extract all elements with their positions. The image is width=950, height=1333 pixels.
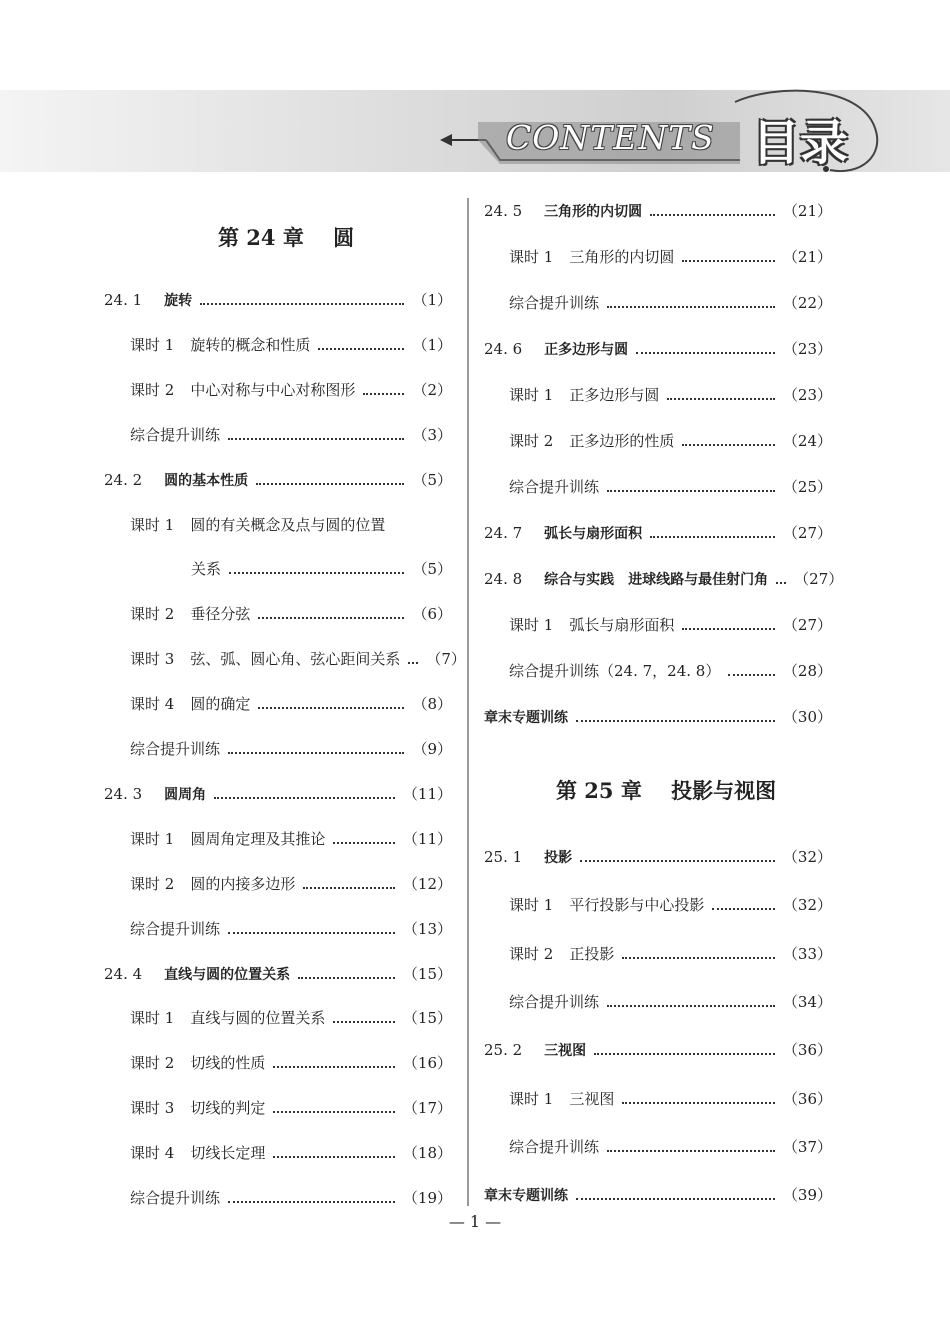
toc-entry-page: （18）	[402, 1144, 452, 1163]
toc-entry-number: 24. 5	[484, 202, 523, 220]
toc-dot-leader	[200, 302, 404, 305]
toc-entry[interactable]	[130, 1142, 452, 1166]
toc-dot-leader	[682, 443, 775, 446]
toc-entry-number: 课时 2	[509, 944, 554, 963]
toc-dot-leader	[622, 956, 775, 959]
toc-entry-page: （16）	[402, 1054, 452, 1073]
toc-entry-page: （8）	[412, 695, 452, 714]
toc-entry[interactable]	[130, 738, 452, 762]
toc-entry-title: 圆的有关概念及点与圆的位置	[190, 515, 386, 534]
page-number: — 1 —	[448, 1212, 502, 1231]
toc-entry-page: （33）	[782, 944, 832, 963]
toc-dot-leader	[408, 661, 418, 664]
toc-entry-title: 综合提升训练	[509, 992, 600, 1011]
toc-entry-title: 关系	[191, 560, 222, 579]
toc-entry[interactable]	[104, 783, 452, 807]
toc-entry-page: （32）	[782, 896, 832, 915]
toc-entry-page: （1）	[412, 335, 452, 354]
toc-dot-leader	[228, 1200, 395, 1203]
toc-entry-title: 综合提升训练	[130, 1189, 221, 1207]
toc-entry-title: 圆周角	[164, 786, 207, 803]
toc-dot-leader	[622, 1101, 775, 1104]
toc-entry-page: （11）	[402, 829, 452, 848]
toc-entry-number: 课时 1	[130, 335, 175, 354]
toc-dot-leader	[256, 482, 404, 485]
toc-entry-title: 弧长与扇形面积	[544, 526, 643, 542]
toc-entry[interactable]	[130, 1187, 452, 1211]
toc-entry-page: （34）	[782, 992, 832, 1011]
toc-entry[interactable]	[509, 246, 832, 270]
toc-entry-number: 课时 2	[130, 605, 175, 624]
toc-dot-leader	[667, 397, 775, 400]
toc-entry-page: （37）	[782, 1137, 832, 1156]
toc-entry-title: 正多边形与圆	[544, 342, 629, 358]
toc-entry-page: （21）	[782, 248, 832, 266]
toc-dot-leader	[712, 907, 775, 910]
toc-entry-page: （22）	[782, 294, 832, 312]
toc-entry-title: 综合提升训练（24. 7，24. 8）	[509, 662, 721, 680]
toc-entry-page: （27）	[794, 570, 844, 588]
toc-entry[interactable]	[509, 384, 832, 408]
toc-dot-leader	[607, 1149, 775, 1152]
toc-entry-title: 三角形的内切圆	[569, 248, 675, 266]
toc-entry-number: 25. 2	[484, 1041, 523, 1060]
toc-entry-number: 课时 4	[130, 695, 175, 714]
toc-entry-title: 切线长定理	[190, 1144, 266, 1163]
toc-dot-leader	[576, 1197, 775, 1200]
toc-entry-title: 切线的判定	[190, 1099, 266, 1118]
toc-dot-leader	[682, 259, 775, 262]
toc-entry-page: （3）	[412, 425, 452, 444]
toc-entry-title: 综合提升训练	[509, 478, 600, 496]
toc-dot-leader	[214, 796, 395, 799]
toc-dot-leader	[594, 1052, 775, 1055]
toc-entry[interactable]	[484, 1184, 832, 1208]
toc-entry[interactable]	[509, 292, 832, 316]
toc-dot-leader	[298, 976, 395, 979]
toc-dot-leader	[333, 841, 395, 844]
toc-entry-number: 24. 6	[484, 340, 523, 358]
toc-entry-number: 24. 7	[484, 524, 523, 542]
toc-entry-title: 直线与圆的位置关系	[190, 1009, 326, 1028]
toc-entry[interactable]	[130, 918, 452, 942]
toc-entry[interactable]	[130, 828, 452, 852]
toc-entry-title: 综合与实践 进球线路与最佳射门角	[544, 572, 769, 588]
toc-entry-page: （13）	[402, 919, 452, 938]
toc-entry-number: 课时 1	[130, 515, 175, 534]
toc-entry-page: （23）	[782, 386, 832, 404]
toc-entry-page: （21）	[782, 202, 832, 220]
toc-entry[interactable]	[484, 200, 832, 224]
toc-entry[interactable]	[484, 706, 832, 730]
toc-dot-leader	[333, 1020, 395, 1023]
toc-entry-title: 三视图	[544, 1043, 587, 1060]
toc-entry-title: 投影	[544, 850, 573, 866]
toc-entry-title: 平行投影与中心投影	[569, 896, 705, 915]
toc-entry[interactable]	[130, 873, 452, 897]
toc-entry-title: 正多边形与圆	[569, 386, 660, 404]
toc-dot-leader	[650, 213, 775, 216]
toc-entry-title: 正多边形的性质	[569, 432, 675, 450]
toc-entry-title: 弧长与扇形面积	[569, 616, 675, 634]
toc-dot-leader	[363, 392, 404, 395]
toc-entry[interactable]	[104, 469, 452, 493]
toc-entry[interactable]	[104, 963, 452, 987]
toc-entry-number: 24. 1	[104, 291, 143, 309]
toc-dot-leader	[258, 706, 404, 709]
mulu-heading: 目录	[752, 115, 849, 171]
toc-dot-leader	[650, 535, 775, 538]
toc-entry[interactable]	[130, 603, 452, 627]
toc-entry-number: 课时 2	[130, 380, 175, 399]
toc-entry-number: 24. 4	[104, 964, 143, 983]
toc-dot-leader	[273, 1065, 395, 1068]
toc-entry-page: （11）	[402, 784, 452, 803]
toc-entry[interactable]	[130, 424, 452, 448]
toc-entry-page: （15）	[402, 964, 452, 983]
toc-entry-title: 综合提升训练	[509, 1137, 600, 1156]
toc-entry[interactable]	[509, 1136, 832, 1160]
toc-entry-number: 24. 8	[484, 570, 523, 588]
toc-entry-page: （5）	[412, 470, 452, 489]
toc-entry[interactable]	[509, 1088, 832, 1112]
toc-dot-leader	[273, 1155, 395, 1158]
toc-dot-leader	[273, 1110, 395, 1113]
toc-entry[interactable]	[484, 522, 832, 546]
toc-entry-page: （27）	[782, 524, 832, 542]
toc-entry-page: （2）	[412, 380, 452, 399]
toc-entry-title: 圆的内接多边形	[190, 874, 296, 893]
toc-entry[interactable]	[104, 289, 452, 313]
toc-entry-page: （30）	[782, 708, 832, 726]
contents-heading: CONTENTS	[506, 118, 715, 157]
toc-entry-title: 切线的性质	[190, 1054, 266, 1073]
toc-entry-number: 课时 1	[130, 829, 175, 848]
toc-entry-page: （24）	[782, 432, 832, 450]
toc-entry-number: 课时 4	[130, 1144, 175, 1163]
toc-entry-number: 课时 2	[130, 1054, 175, 1073]
toc-entry[interactable]	[130, 1052, 452, 1076]
toc-entry-title: 圆的基本性质	[164, 472, 249, 489]
toc-entry[interactable]	[509, 476, 832, 500]
toc-entry-number: 课时 1	[509, 386, 554, 404]
toc-entry-title: 章末专题训练	[484, 710, 568, 726]
toc-entry[interactable]	[130, 693, 452, 717]
toc-dot-leader	[318, 347, 404, 350]
toc-entry[interactable]	[130, 379, 452, 403]
toc-entry-page: （15）	[402, 1009, 452, 1028]
toc-entry-number: 24. 3	[104, 784, 143, 803]
toc-entry-number: 课时 1	[509, 1089, 554, 1108]
toc-entry[interactable]	[130, 648, 466, 672]
toc-entry[interactable]	[509, 943, 832, 967]
toc-entry[interactable]	[191, 558, 452, 582]
toc-entry[interactable]	[484, 338, 832, 362]
toc-entry-page: （28）	[782, 662, 832, 680]
toc-entry[interactable]	[509, 894, 832, 918]
toc-entry[interactable]	[484, 1039, 832, 1063]
toc-entry-page: （5）	[412, 560, 452, 579]
toc-entry-number: 课时 1	[509, 896, 554, 915]
toc-dot-leader	[258, 616, 404, 619]
toc-entry-page: （32）	[782, 848, 832, 866]
toc-dot-leader	[636, 351, 775, 354]
toc-entry-page: （27）	[782, 616, 832, 634]
column-divider	[467, 198, 469, 1206]
toc-entry-number: 课时 2	[509, 432, 554, 450]
toc-entry-title: 垂径分弦	[190, 605, 251, 624]
toc-entry[interactable]	[509, 614, 832, 638]
toc-entry[interactable]	[130, 1097, 452, 1121]
toc-entry-page: （7）	[426, 650, 466, 669]
toc-dot-leader	[228, 931, 395, 934]
toc-entry[interactable]	[509, 660, 832, 684]
toc-entry-page: （36）	[782, 1089, 832, 1108]
toc-entry-page: （9）	[412, 740, 452, 758]
toc-entry-page: （12）	[402, 874, 452, 893]
toc-entry-number: 课时 2	[130, 874, 175, 893]
toc-entry-page: （19）	[402, 1189, 452, 1207]
toc-entry-title: 三角形的内切圆	[544, 204, 643, 220]
toc-dot-leader	[228, 437, 404, 440]
toc-entry-title: 综合提升训练	[130, 740, 221, 758]
toc-entry-title: 圆周角定理及其推论	[190, 829, 326, 848]
toc-dot-leader	[576, 719, 775, 722]
toc-entry[interactable]	[130, 514, 452, 538]
toc-entry[interactable]	[130, 1007, 452, 1031]
toc-dot-leader	[776, 581, 786, 584]
toc-entry[interactable]	[484, 568, 844, 592]
toc-dot-leader	[607, 489, 775, 492]
chapter-24-title: 第 24 章 圆	[218, 225, 355, 250]
toc-entry-page: （39）	[782, 1186, 832, 1205]
toc-entry-title: 正投影	[569, 944, 615, 963]
toc-entry-page: （23）	[782, 340, 832, 358]
toc-entry-title: 旋转的概念和性质	[190, 335, 311, 354]
toc-entry[interactable]	[484, 846, 832, 870]
toc-entry[interactable]	[130, 334, 452, 358]
toc-entry-title: 弦、弧、圆心角、弦心距间关系	[190, 650, 401, 669]
toc-entry-title: 旋转	[164, 293, 193, 309]
toc-entry-title: 综合提升训练	[130, 425, 221, 444]
toc-entry[interactable]	[509, 430, 832, 454]
toc-dot-leader	[728, 673, 775, 676]
toc-entry-page: （25）	[782, 478, 832, 496]
toc-dot-leader	[607, 1004, 775, 1007]
toc-entry-number: 25. 1	[484, 848, 523, 866]
toc-dot-leader	[580, 859, 775, 862]
toc-dot-leader	[228, 751, 404, 754]
toc-entry-title: 圆的确定	[190, 695, 251, 714]
toc-entry-title: 章末专题训练	[484, 1188, 568, 1205]
chapter-25-title: 第 25 章 投影与视图	[556, 778, 777, 803]
toc-entry-number: 课时 1	[130, 1009, 175, 1028]
toc-entry-number: 课时 3	[130, 650, 175, 669]
toc-entry[interactable]	[509, 991, 832, 1015]
toc-entry-title: 综合提升训练	[509, 294, 600, 312]
toc-dot-leader	[607, 305, 775, 308]
toc-entry-number: 课时 1	[509, 616, 554, 634]
toc-entry-page: （17）	[402, 1099, 452, 1118]
toc-entry-number: 课时 3	[130, 1099, 175, 1118]
toc-entry-page: （6）	[412, 605, 452, 624]
toc-entry-title: 三视图	[569, 1089, 615, 1108]
toc-dot-leader	[303, 886, 395, 889]
toc-entry-page: （1）	[412, 291, 452, 309]
toc-entry-title: 综合提升训练	[130, 919, 221, 938]
toc-dot-leader	[229, 571, 404, 574]
toc-entry-page: （36）	[782, 1041, 832, 1060]
toc-dot-leader	[682, 627, 775, 630]
toc-entry-number: 课时 1	[509, 248, 554, 266]
toc-entry-title: 中心对称与中心对称图形	[190, 380, 356, 399]
toc-entry-title: 直线与圆的位置关系	[164, 966, 291, 983]
toc-entry-number: 24. 2	[104, 470, 143, 489]
